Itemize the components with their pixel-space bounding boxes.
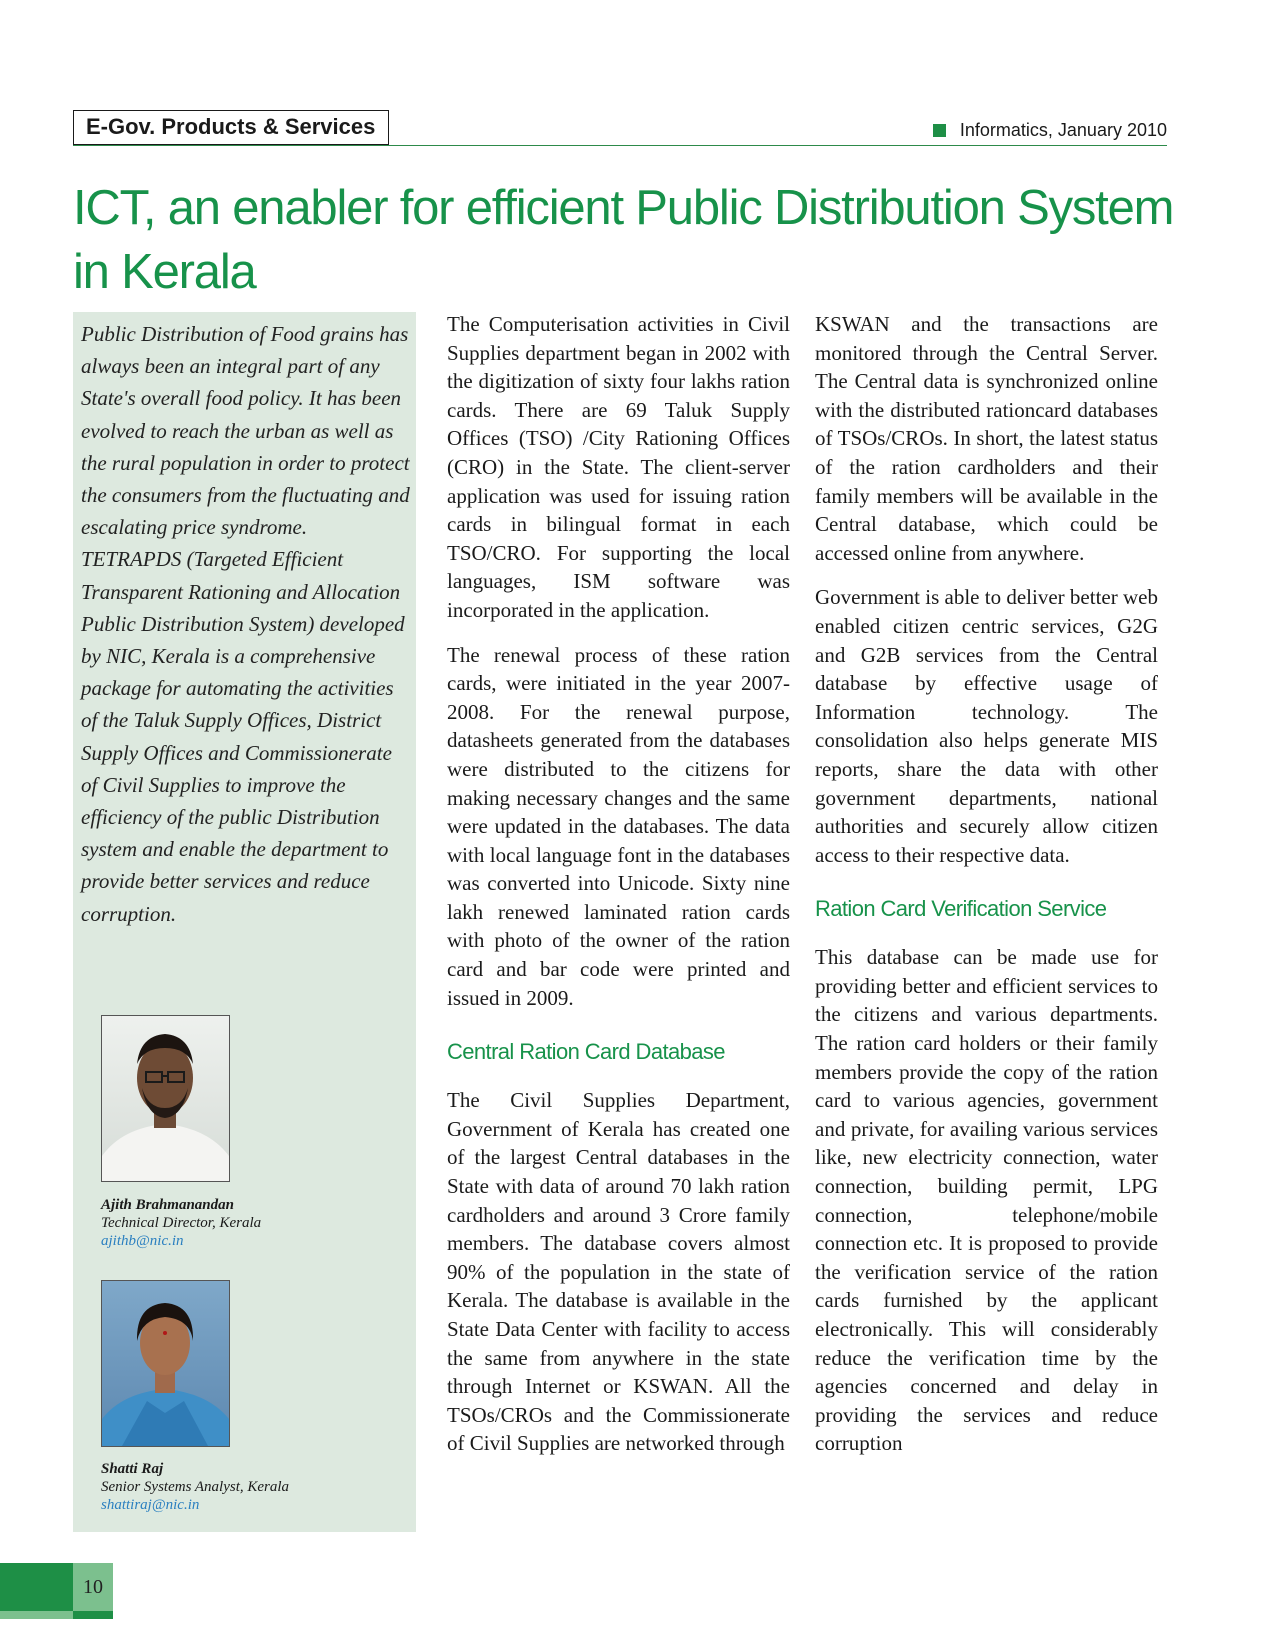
issue-label: Informatics, January 2010	[959, 120, 1167, 140]
person-icon	[102, 1281, 229, 1446]
paragraph: KSWAN and the transactions are monitored through the Central Server. The Central data is synchronized online with the distributed rationcard databases of TSOs/CROs. In short, the latest status of the ration cardholders and their family members will be available in the Central database, which could be accessed online from anywhere.	[815, 312, 1158, 565]
author-email[interactable]: ajithb@nic.in	[101, 1233, 184, 1249]
paragraph: The renewal process of these ration cards, were initiated in the year 2007-2008. For the renewal purpose, datasheets generated from the databases were distributed to the citizens for making necessary changes and the same were updated in the databases. The data with local language font in the databases was converted into Unicode. Sixty nine lakh renewed laminated ration cards with photo of the owner of the ration card and bar code were printed and issued in 2009.	[447, 642, 790, 1010]
section-heading: Ration Card Verification Service	[815, 896, 1107, 922]
person-icon	[102, 1016, 229, 1181]
author-role: Senior Systems Analyst, Kerala	[101, 1479, 290, 1495]
author-photo	[101, 1280, 230, 1447]
author-photo	[101, 1015, 230, 1182]
paragraph: Government is able to deliver better web enabled citizen centric services, G2G and G2B services from the Central database by effective usage of Information technology. The consolidation also helps generate MIS reports, share the data with other government departments, national authorities and securely allow citizen access to their respective data.	[815, 585, 1158, 867]
paragraph: The Civil Supplies Department, Government of Kerala has created one of the largest Central databases in the State with data of around 70 lakh ration cardholders and around 3 Crore family members. The database covers almost 90% of the population in the state of Kerala. The database is available in the State Data Center with facility to access the same from anywhere in the state through Internet or KSWAN. All the TSOs/CROs and the Commissionerate of Civil Supplies are networked through	[447, 1088, 790, 1456]
header-rule	[73, 145, 1167, 146]
section-label: E-Gov. Products & Services	[73, 110, 389, 145]
section-heading: Central Ration Card Database	[447, 1039, 725, 1065]
page-number: 10	[73, 1563, 113, 1611]
author-email[interactable]: shattiraj@nic.in	[101, 1497, 200, 1513]
article-abstract: Public Distribution of Food grains has always been an integral part of any State's overall food policy. It has been evolved to reach the urban as well as the rural population in order to protect the consumers from the fluctuating and escalating price syndrome. TETRAPDS (Targeted Efficient Transparent Rationing and Allocation Public Distribution System) developed by NIC, Kerala is a comprehensive package for automating the activities of the Taluk Supply Offices, District Supply Offices and Commissionerate of Civil Supplies to improve the efficiency of the public Distribution system and enable the department to provide better services and reduce corruption.	[81, 322, 410, 926]
author-block	[101, 1460, 401, 1514]
footer-decoration	[0, 1611, 73, 1619]
footer-decoration	[73, 1611, 113, 1619]
article-column-3	[815, 310, 1158, 1474]
footer-decoration	[0, 1563, 73, 1611]
issue-info	[933, 120, 1167, 141]
paragraph: This database can be made use for providing better and efficient services to the citizens and various departments. The ration card holders or their family members provide the copy of the ration card to various agencies, government and private, for availing various services like, new electricity connection, water connection, building permit, LPG connection, telephone/mobile connection etc. It is proposed to provide the verification service of the ration cards furnished by the applicant electronically. This will considerably reduce the verification time by the agencies concerned and delay in providing the services and reduce corruption	[815, 945, 1158, 1456]
paragraph: The Computerisation activities in Civil Supplies department began in 2002 with the digitization of sixty four lakhs ration cards. There are 69 Taluk Supply Offices (TSO) /City Rationing Offices (CRO) in the State. The client-server application was used for issuing ration cards in bilingual format in each TSO/CRO. For supporting the local languages, ISM software was incorporated in the application.	[447, 312, 790, 622]
article-title: ICT, an enabler for efficient Public Distribution System in Kerala	[73, 181, 1174, 299]
author-name: Shatti Raj	[101, 1461, 164, 1477]
author-block	[101, 1196, 401, 1250]
sidebar	[73, 312, 416, 1532]
article-column-2	[447, 310, 790, 1474]
author-name: Ajith Brahmanandan	[101, 1197, 234, 1213]
author-role: Technical Director, Kerala	[101, 1215, 262, 1231]
green-square-icon	[933, 124, 946, 137]
